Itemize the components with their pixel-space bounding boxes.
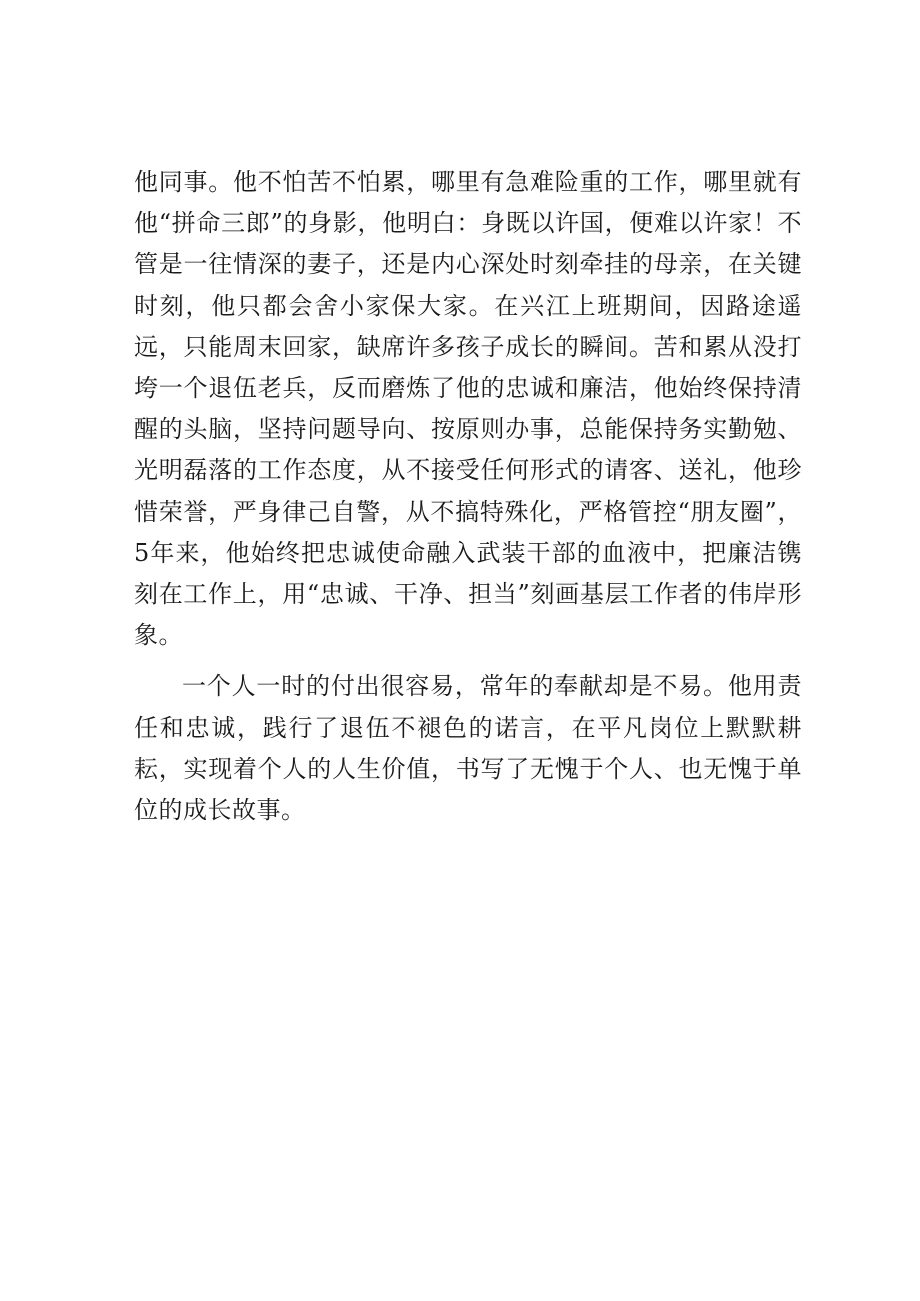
- paragraph-continuation: 他同事。他不怕苦不怕累，哪里有急难险重的工作，哪里就有他“拼命三郎”的身影，他明白：身既以许国，便难以许家！不管是一往情深的妻子，还是内心深处时刻牵挂的母亲，在关键时刻，他只都会舍小家保大家。在兴江上班期间，因路途遥远，只能周末回家，缺席许多孩子成长的瞬间。苦和累从没打垮一个退伍老兵，反而磨炼了他的忠诚和廉洁，他始终保持清醒的头脑，坚持问题导向、按原则办事，总能保持务实勤勉、光明磊落的工作态度，从不接受任何形式的请客、送礼，他珍惜荣誉，严身律己自警，从不搞特殊化，严格管控“朋友圈”，5年来，他始终把忠诚使命融入武装干部的血液中，把廉洁镌刻在工作上，用“忠诚、干净、担当”刻画基层工作者的伟岸形象。: [134, 168, 802, 650]
- document-body: [134, 162, 802, 831]
- paragraph-conclusion: 一个人一时的付出很容易，常年的奉献却是不易。他用责任和忠诚，践行了退伍不褪色的诺言，在平凡岗位上默默耕耘，实现着个人的人生价值，书写了无愧于个人、也无愧于单位的成长故事。: [134, 672, 802, 825]
